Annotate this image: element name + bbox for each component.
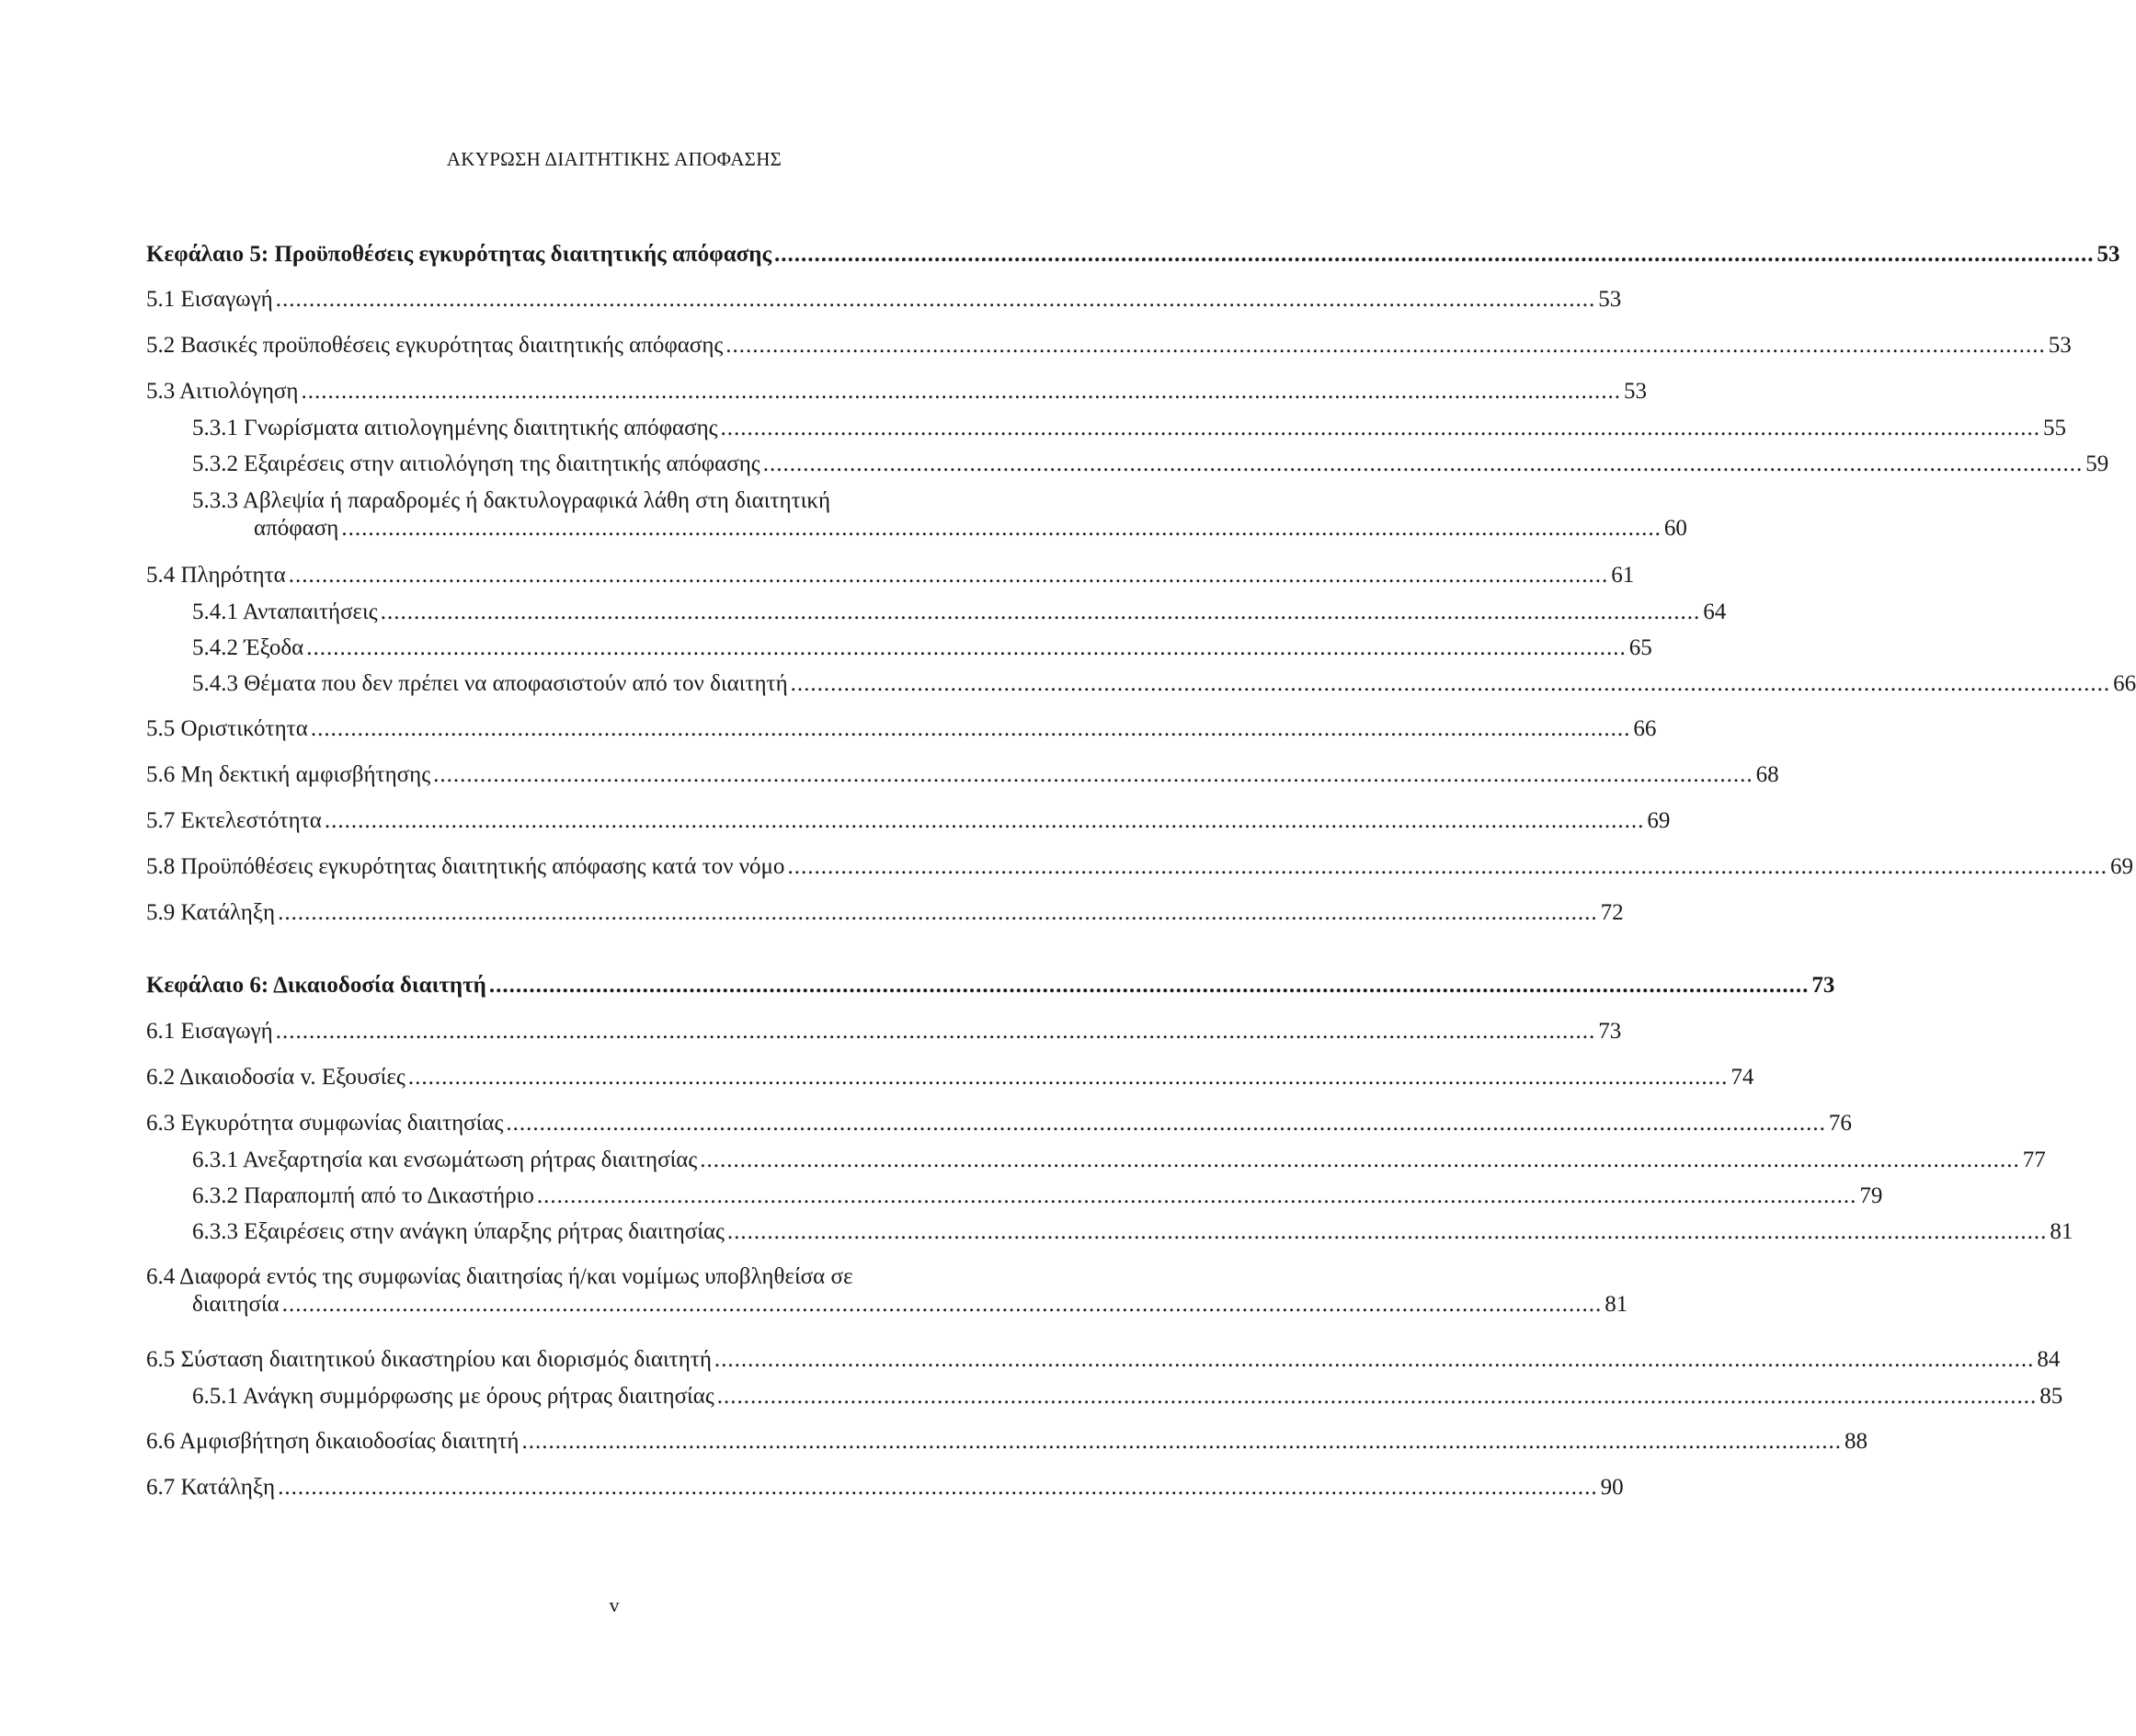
toc-entry-page: 72 (1600, 900, 1624, 925)
toc-leader-dots: ...................................................................................................................................................................................................... (774, 242, 2095, 267)
toc-entry-6-3-1[interactable] (146, 1147, 2046, 1174)
toc-entry-title: 6.3.2 Παραπομπή από το Δικαστήριο (192, 1183, 534, 1208)
running-header: ΑΚΥΡΩΣΗ ΔΙΑΙΤΗΤΙΚΗΣ ΑΠΟΦΑΣΗΣ (446, 148, 782, 170)
toc-entry-page: 60 (1663, 516, 1687, 541)
toc-entry-title-line-1: 6.4 Διαφορά εντός της συμφωνίας διαιτησίας ή/και νομίμως υποβληθείσα σε (146, 1264, 853, 1289)
toc-entry-title-line-2: διαιτησία (192, 1292, 280, 1317)
toc-leader-dots: ...................................................................................................................................................................................................... (488, 973, 1810, 998)
toc-entry-page: 69 (1647, 808, 1671, 833)
toc-entry-5-1[interactable] (146, 286, 1622, 314)
toc-entry-title: 6.7 Κατάληξη (146, 1475, 276, 1500)
toc-entry-page: 66 (2113, 671, 2136, 696)
toc-leader-dots: ...................................................................................................................................................................................................... (275, 1019, 1596, 1044)
toc-entry-6-2[interactable] (146, 1064, 1754, 1091)
toc-leader-dots: ...................................................................................................................................................................................................... (725, 333, 2046, 358)
page-number: v (609, 1593, 620, 1616)
toc-entry-title-line-1: 5.3.3 Αβλεψία ή παραδρομές ή δακτυλογραφικά λάθη στη διαιτητική (192, 488, 831, 513)
toc-entry-title: Κεφάλαιο 6: Δικαιοδοσία διαιτητή (146, 973, 486, 998)
toc-entry-page: 59 (2085, 451, 2109, 476)
toc-leader-dots: ...................................................................................................................................................................................................... (310, 716, 1631, 741)
toc-entry-6-3[interactable] (146, 1110, 1852, 1137)
toc-entry-title: 6.2 Δικαιοδοσία v. Εξουσίες (146, 1065, 405, 1090)
toc-entry-6-7[interactable] (146, 1474, 1624, 1502)
toc-leader-dots: ...................................................................................................................................................................................................... (306, 635, 1627, 660)
toc-entry-title: 5.4.2 Έξοδα (192, 635, 304, 660)
toc-entry-5-9[interactable] (146, 899, 1624, 927)
toc-entry-title: 5.6 Μη δεκτική αμφισβήτησης (146, 762, 431, 787)
toc-entry-title: Κεφάλαιο 5: Προϋποθέσεις εγκυρότητας διαιτητικής απόφασης (146, 242, 771, 267)
toc-entry-6-3-3[interactable] (146, 1218, 2073, 1246)
toc-leader-dots: ...................................................................................................................................................................................................... (506, 1111, 1826, 1136)
toc-entry-page: 73 (1598, 1019, 1622, 1044)
toc-entry-page: 55 (2043, 416, 2067, 440)
toc-entry-title: 5.3.2 Εξαιρέσεις στην αιτιολόγηση της διαιτητικής απόφασης (192, 451, 760, 476)
toc-entry-6-5[interactable] (146, 1346, 2061, 1374)
toc-entry-5-3-3[interactable] (146, 487, 1687, 542)
toc-entry-title: 5.4.3 Θέματα που δεν πρέπει να αποφασιστούν από τον διαιτητή (192, 671, 788, 696)
toc-entry-page: 66 (1633, 716, 1657, 741)
toc-entry-title: 6.3.1 Ανεξαρτησία και ενσωμάτωση ρήτρας διαιτησίας (192, 1148, 698, 1172)
toc-leader-dots: ...................................................................................................................................................................................................... (341, 516, 1662, 541)
toc-entry-page: 65 (1628, 635, 1652, 660)
toc-entry-title: 6.3.3 Εξαιρέσεις στην ανάγκη ύπαρξης ρήτρας διαιτησίας (192, 1219, 725, 1244)
toc-leader-dots: ...................................................................................................................................................................................................... (380, 600, 1701, 624)
toc-entry-5-5[interactable] (146, 715, 1657, 743)
toc-entry-chapter-6[interactable] (146, 972, 1835, 999)
toc-entry-5-4-2[interactable] (146, 634, 1652, 662)
toc-entry-6-5-1[interactable] (146, 1383, 2063, 1410)
toc-entry-title: 6.1 Εισαγωγή (146, 1019, 273, 1044)
toc-entry-title: 5.2 Βασικές προϋποθέσεις εγκυρότητας διαιτητικής απόφασης (146, 333, 724, 358)
toc-leader-dots: ...................................................................................................................................................................................................... (433, 762, 1753, 787)
toc-entry-title: 5.9 Κατάληξη (146, 900, 276, 925)
toc-entry-page: 53 (2048, 333, 2072, 358)
toc-entry-6-6[interactable] (146, 1428, 1868, 1456)
toc-entry-5-4-1[interactable] (146, 599, 1727, 626)
toc-entry-title: 5.8 Προϋπόθέσεις εγκυρότητας διαιτητικής απόφασης κατά τον νόμο (146, 854, 785, 879)
toc-entry-page: 64 (1703, 600, 1727, 624)
toc-entry-5-4-3[interactable] (146, 670, 2136, 698)
toc-entry-title-line-2: απόφαση (254, 516, 339, 541)
toc-leader-dots: ...................................................................................................................................................................................................... (278, 1475, 1598, 1500)
toc-entry-title: 5.4.1 Ανταπαιτήσεις (192, 600, 378, 624)
toc-leader-dots: ...................................................................................................................................................................................................... (301, 379, 1621, 404)
toc-leader-dots: ...................................................................................................................................................................................................... (324, 808, 1645, 833)
toc-entry-title: 6.5 Σύσταση διαιτητικού δικαστηρίου και διορισμός διαιτητή (146, 1347, 712, 1372)
toc-leader-dots: ...................................................................................................................................................................................................... (762, 451, 2084, 476)
toc-entry-page: 79 (1859, 1183, 1883, 1208)
toc-entry-title: 5.4 Πληρότητα (146, 563, 286, 588)
toc-entry-title: 6.3 Εγκυρότητα συμφωνίας διαιτησίας (146, 1111, 504, 1136)
toc-entry-page: 73 (1811, 973, 1835, 998)
toc-entry-page: 53 (1623, 379, 1647, 404)
toc-entry-6-3-2[interactable] (146, 1182, 1883, 1210)
toc-leader-dots: ...................................................................................................................................................................................................... (790, 671, 2111, 696)
toc-entry-5-3-2[interactable] (146, 451, 2109, 478)
toc-entry-chapter-5[interactable] (146, 241, 2120, 268)
toc-entry-page: 69 (2109, 854, 2133, 879)
toc-leader-dots: ...................................................................................................................................................................................................... (714, 1347, 2035, 1372)
toc-entry-5-8[interactable] (146, 853, 2133, 881)
toc-entry-5-2[interactable] (146, 332, 2072, 360)
toc-entry-page: 81 (2050, 1219, 2073, 1244)
toc-entry-5-7[interactable] (146, 807, 1671, 835)
toc-entry-page: 61 (1611, 563, 1635, 588)
toc-leader-dots: ...................................................................................................................................................................................................... (521, 1429, 1842, 1454)
toc-leader-dots: ...................................................................................................................................................................................................... (278, 900, 1598, 925)
toc-entry-title: 6.6 Αμφισβήτηση δικαιοδοσίας διαιτητή (146, 1429, 520, 1454)
toc-leader-dots: ...................................................................................................................................................................................................... (407, 1065, 1729, 1090)
toc-entry-page: 85 (2039, 1384, 2063, 1409)
toc-entry-6-1[interactable] (146, 1018, 1622, 1045)
toc-entry-page: 81 (1605, 1292, 1628, 1317)
toc-leader-dots: ...................................................................................................................................................................................................... (275, 287, 1596, 312)
toc-entry-title: 5.3.1 Γνωρίσματα αιτιολογημένης διαιτητικής απόφασης (192, 416, 718, 440)
toc-leader-dots: ...................................................................................................................................................................................................... (726, 1219, 2048, 1244)
toc-entry-5-3-1[interactable] (146, 415, 2067, 442)
toc-entry-6-4[interactable] (146, 1263, 1628, 1319)
toc-leader-dots: ...................................................................................................................................................................................................... (536, 1183, 1857, 1208)
toc-entry-page: 68 (1755, 762, 1779, 787)
toc-entry-page: 53 (1598, 287, 1622, 312)
toc-entry-page: 84 (2037, 1347, 2061, 1372)
toc-entry-title: 5.3 Αιτιολόγηση (146, 379, 299, 404)
toc-leader-dots: ...................................................................................................................................................................................................... (720, 416, 2041, 440)
toc-entry-title: 5.1 Εισαγωγή (146, 287, 273, 312)
toc-leader-dots: ...................................................................................................................................................................................................... (787, 854, 2107, 879)
toc-entry-title: 5.5 Οριστικότητα (146, 716, 308, 741)
toc-entry-5-3[interactable] (146, 378, 1647, 405)
toc-entry-title: 6.5.1 Ανάγκη συμμόρφωσης με όρους ρήτρας διαιτησίας (192, 1384, 714, 1409)
toc-entry-page: 76 (1828, 1111, 1852, 1136)
toc-leader-dots: ...................................................................................................................................................................................................... (716, 1384, 2038, 1409)
toc-entry-5-6[interactable] (146, 761, 1779, 789)
toc-entry-page: 88 (1844, 1429, 1868, 1454)
toc-entry-page: 77 (2022, 1148, 2046, 1172)
toc-entry-5-4[interactable] (146, 562, 1635, 589)
toc-entry-title: 5.7 Εκτελεστότητα (146, 808, 322, 833)
toc-entry-page: 53 (2096, 242, 2120, 267)
toc-leader-dots: ...................................................................................................................................................................................................... (281, 1292, 1603, 1317)
toc-leader-dots: ...................................................................................................................................................................................................... (700, 1148, 2020, 1172)
toc-entry-page: 90 (1600, 1475, 1624, 1500)
toc-leader-dots: ...................................................................................................................................................................................................... (288, 563, 1609, 588)
toc-entry-page: 74 (1731, 1065, 1754, 1090)
